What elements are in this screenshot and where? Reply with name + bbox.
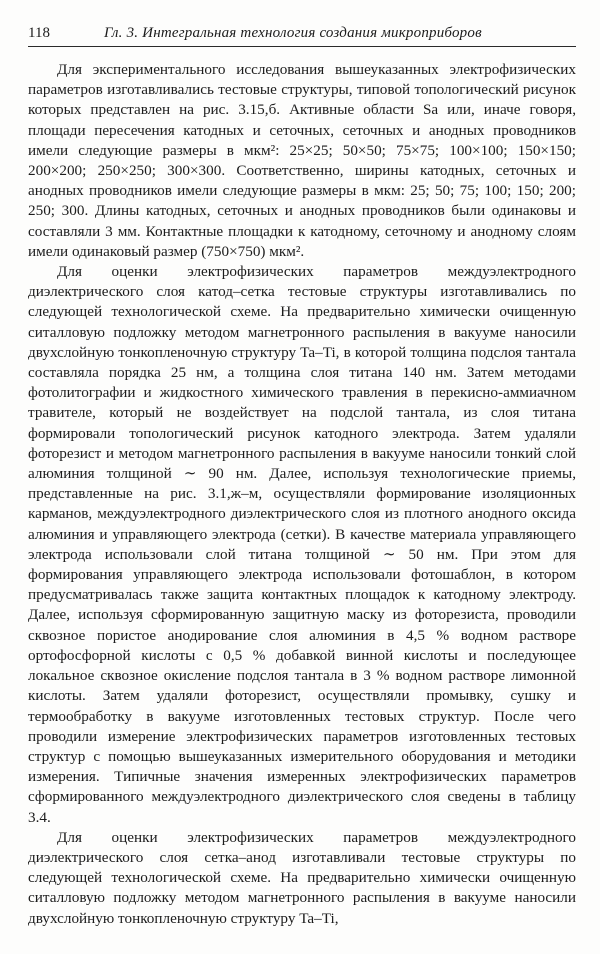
paragraph-grid-anode-layer: Для оценки электрофизических параметров междуэлектродного диэлектрического слоя сетка–анод изготавливали тестовые структуры по следующей технологической схеме. На предварительно химически очищенную ситалловую подложку методом магнетронного распыления в вакууме наносили двухслойную тонкопленочную структуру Ta–Ti, <box>28 828 576 927</box>
page-number: 118 <box>28 25 50 41</box>
paragraph-cathode-grid-layer: Для оценки электрофизических параметров междуэлектродного диэлектрического слоя катод–сетка тестовые структуры изготавливались по следующей технологической схеме. На предварительно химически очищенную ситалловую подложку методом магнетронного распыления в вакууме наносили двухслойную тонкопленочную структуру Ta–Ti, в которой толщина подслоя тантала составляла порядка 25 нм, а толщина слоя титана 140 нм. Затем методами фотолитографии и жидкостного химического травления в перекисно-аммиачном травителе, который не воздействует на подслой тантала, из слоя титана формировали топологический рисунок катодного электрода. Затем удаляли фоторезист и методом магнетронного распыления в вакууме наносили тонкий слой алюминия толщиной ∼ 90 нм. Далее, используя технологические приемы, представленные на рис. 3.1,ж–м, осуществляли формирование изоляционных карманов, междуэлектродного диэлектрического слоя из плотного анодного оксида алюминия и управляющего электрода (сетки). В качестве материала управляющего электрода использовали слой титана толщиной ∼ 50 нм. При этом для формирования управляющего электрода использовали фотошаблон, в котором предусматривалась также защита контактных площадок к катодному электроду. Далее, используя сформированную защитную маску из фоторезиста, проводили сквозное пористое анодирование слоя алюминия в 4,5 % водном растворе ортофосфорной кислоты с 0,5 % добавкой винной кислоты и последующее локальное сквозное окисление подслоя тантала в 3 % водном растворе лимонной кислоты. Затем удаляли фоторезист, осуществляли промывку, сушку и термообработку в вакууме изготовленных тестовых структур. После чего проводили измерение электрофизических параметров изготовленных тестовых структур с помощью вышеуказанных измерительного оборудования и методики измерения. Типичные значения измеренных электрофизических параметров сформированного междуэлектродного диэлектрического слоя сведены в таблицу 3.4. <box>28 263 576 826</box>
running-head <box>28 22 576 47</box>
chapter-title: Гл. 3. Интегральная технология создания микроприборов <box>104 25 482 41</box>
body-text <box>28 60 576 929</box>
paragraph-test-structures: Для экспериментального исследования вышеуказанных электрофизических параметров изготавливались тестовые структуры, типовой топологический рисунок которых представлен на рис. 3.15,б. Активные области Sa или, иначе говоря, площади пересечения катодных и сеточных, сеточных и анодных проводников имели следующие размеры в мкм²: 25×25; 50×50; 75×75; 100×100; 150×150; 200×200; 250×250; 300×300. Соответственно, ширины катодных, сеточных и анодных проводников имели следующие размеры в мкм: 25; 50; 75; 100; 150; 200; 250; 300. Длины катодных, сеточных и анодных проводников были одинаковы и составляли 3 мм. Контактные площадки к катодному, сеточному и анодному слоям имели одинаковый размер (750×750) мкм². <box>28 61 576 260</box>
